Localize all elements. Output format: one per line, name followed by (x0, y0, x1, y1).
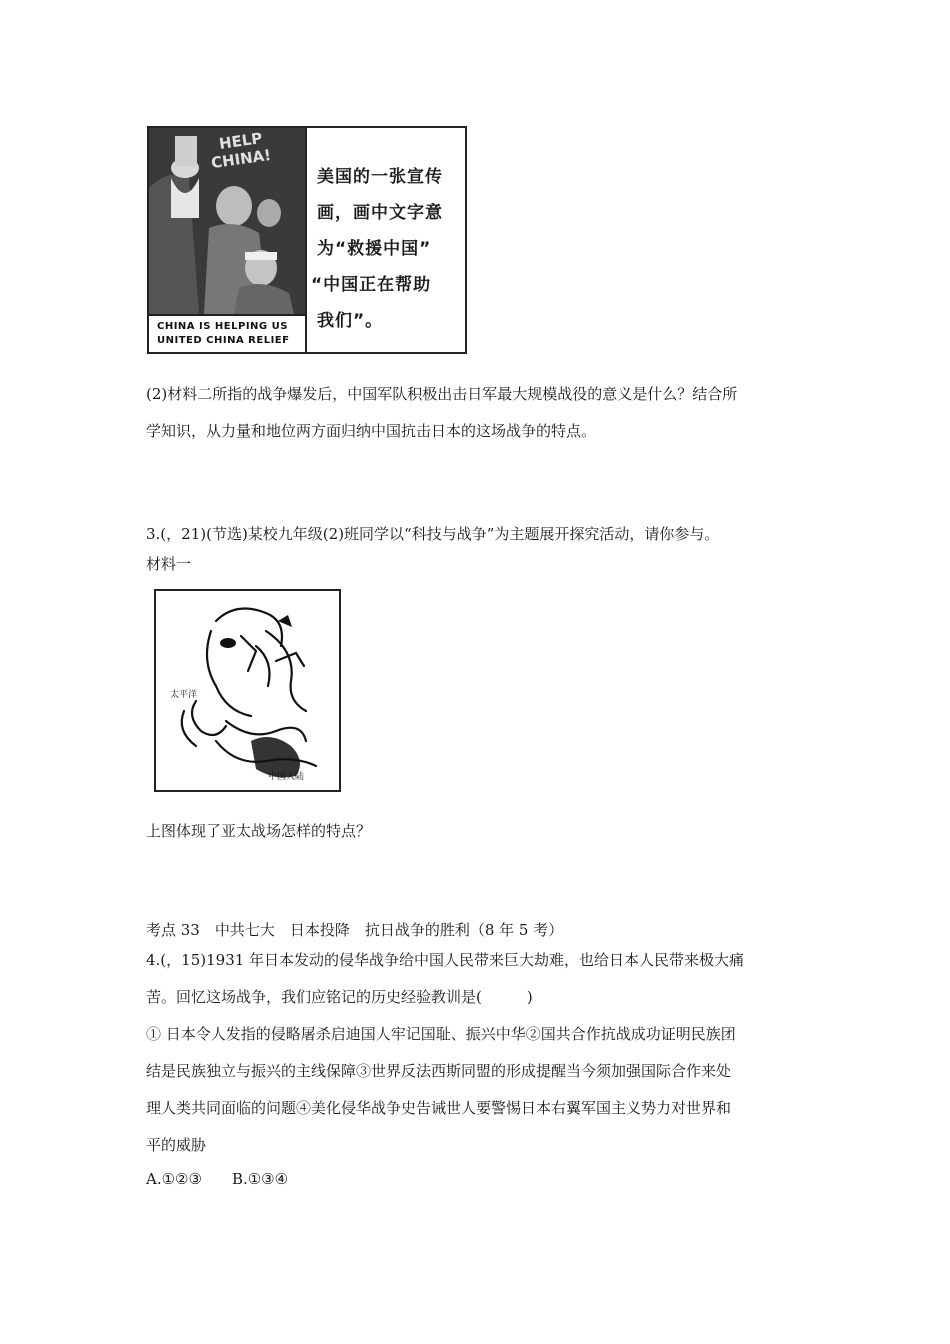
q4-line-1: 4.(，15)1931 年日本发动的侵华战争给中国人民带来巨大劫难，也给日本人民带来极大痛 (146, 951, 745, 969)
q2-line-1: (2)材料二所指的战争爆发后，中国军队积极出击日军最大规模战役的意义是什么？结合所 (146, 385, 738, 403)
cartoon-label-mainland: 中国大陆 (268, 772, 305, 782)
q4-options: A.①②③ B.①③④ (146, 1170, 289, 1188)
poster-help-text-2: CHINA! (210, 145, 273, 173)
poster-caption-line-3: 为“救援中国” (317, 239, 432, 259)
q4-line-4: 结是民族独立与振兴的主线保障③世界反法西斯同盟的形成提醒当今须加强国际合作来处 (146, 1062, 732, 1080)
poster-figure (147, 126, 467, 354)
q4-line-2: 苦。回忆这场战争，我们应铭记的历史经验教训是( ) (146, 988, 533, 1006)
cartoon-figure (154, 589, 341, 792)
q3-line-1: 3.(，21)(节选)某校九年级(2)班同学以“科技与战争”为主题展开探究活动，请你参与。 (146, 525, 720, 543)
q4-line-5: 理人类共同面临的问题④美化侵华战争史告诫世人要警惕日本右翼军国主义势力对世界和 (146, 1099, 732, 1117)
poster-image (149, 128, 305, 352)
poster-caption-line-1: 美国的一张宣传 (317, 167, 443, 187)
poster-caption-line-4: “中国正在帮助 (311, 275, 432, 295)
q2-line-2: 学知识，从力量和地位两方面归纳中国抗击日本的这场战争的特点。 (146, 422, 597, 440)
q4-line-3: ① 日本令人发指的侵略屠杀启迪国人牢记国耻、振兴中华②国共合作抗战成功证明民族团 (146, 1025, 736, 1043)
q3-material-label: 材料一 (146, 555, 192, 573)
poster-divider (305, 128, 307, 352)
section-heading: 考点 33 中共七大 日本投降 抗日战争的胜利（8 年 5 考） (146, 921, 564, 939)
poster-bottom-line-2: UNITED CHINA RELIEF (157, 335, 290, 346)
q4-line-6: 平的威胁 (146, 1136, 207, 1154)
cartoon-label-pacific: 太平洋 (170, 690, 198, 700)
poster-caption-line-5: 我们”。 (317, 311, 384, 331)
poster-bottom-banner (149, 314, 305, 352)
poster-help-text-1: HELP (217, 129, 264, 153)
poster-caption-line-2: 画，画中文字意 (317, 203, 443, 223)
q3-question: 上图体现了亚太战场怎样的特点？ (146, 822, 372, 840)
poster-bottom-line-1: CHINA IS HELPING US (157, 321, 288, 332)
